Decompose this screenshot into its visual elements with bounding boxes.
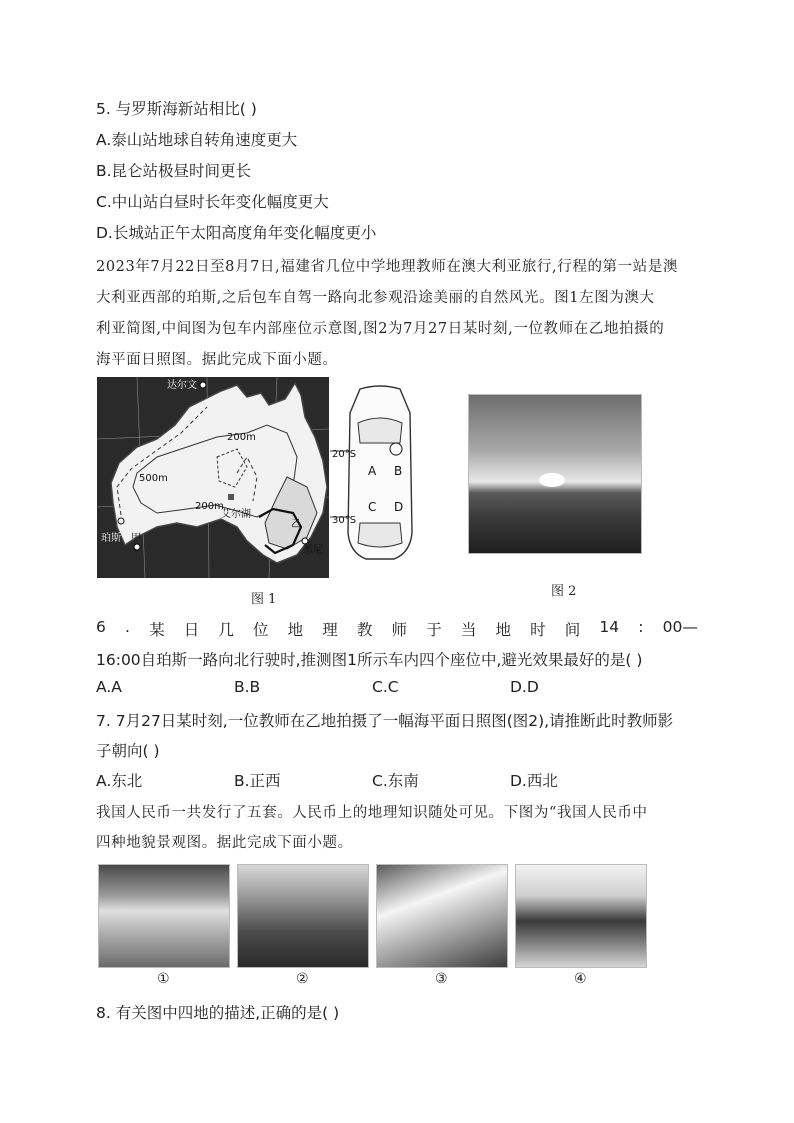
q6-char: 地: [287, 621, 304, 639]
q7-option-a: A.东北: [96, 772, 143, 790]
lat-20s-label: 20°S: [332, 449, 357, 460]
car-seat-diagram: [330, 383, 430, 563]
photo-label-2: ②: [296, 971, 309, 987]
gorge-photo: [237, 864, 369, 968]
sydney-label: 悉尼: [303, 545, 323, 556]
photo-label-1: ①: [157, 971, 170, 987]
lat-30s-label: 30°S: [332, 515, 357, 526]
darwin-label: 达尔文: [167, 380, 197, 391]
passage2-line2: 四种地貌景观图。据此完成下面小题。: [96, 835, 353, 851]
q5-stem: 5. 与罗斯海新站相比( ): [96, 100, 257, 118]
q5-option-d: D.长城站正午太阳高度角年变化幅度更小: [96, 224, 377, 242]
q6-char: 间: [564, 621, 581, 639]
q6-char: 日: [183, 621, 200, 639]
q6-char: 14: [599, 618, 620, 636]
q6-char: 师: [391, 621, 408, 639]
perth-point: [118, 518, 124, 524]
q7-option-b: B.正西: [234, 772, 281, 790]
sunrise-photo: [468, 394, 642, 554]
q6-char: 时: [530, 621, 546, 639]
q6-char: 当: [460, 621, 477, 639]
q6-char: 位: [252, 621, 269, 639]
q6-char: 于: [426, 621, 442, 639]
passage1-line4: 海平面日照图。据此完成下面小题。: [96, 352, 338, 368]
q6-char: :: [638, 618, 644, 636]
q6-char: 地: [495, 621, 511, 639]
q6-line1: [96, 618, 698, 640]
jia-point: [134, 544, 140, 550]
passage1-line3: 利亚简图,中间图为包车内部座位示意图,图2为7月27日某时刻,一位教师在乙地拍摄的: [96, 321, 665, 337]
photo-label-4: ④: [574, 971, 587, 987]
q5-option-c: C.中山站白昼时长年变化幅度更大: [96, 193, 329, 211]
q6-char: 6: [96, 618, 106, 636]
passage1-line2: 大利亚西部的珀斯,之后包车自驾一路向北参观沿途美丽的自然风光。图1左图为澳大: [96, 290, 655, 306]
q5-option-b: B.昆仑站极昼时间更长: [96, 162, 252, 180]
q6-char: 理: [322, 621, 338, 639]
fig2-caption: 图 2: [551, 584, 577, 599]
q7-option-d: D.西北: [510, 772, 558, 790]
waterfall-photo: [98, 864, 230, 968]
sun-shape: [539, 473, 565, 487]
contour-label-200-north: 200m: [227, 432, 256, 443]
seat-b: B: [394, 464, 403, 478]
australia-map: [97, 377, 329, 578]
yi-label: 乙: [291, 519, 301, 530]
q6-option-b: B.B: [234, 678, 261, 696]
lake-eyre-label: 艾尔湖: [221, 509, 251, 520]
contour-label-500: 500m: [139, 473, 168, 484]
q7-line2: 子朝向( ): [96, 742, 160, 760]
photo-label-3: ③: [435, 971, 448, 987]
mountain-photo: [376, 864, 508, 968]
seat-c: C: [368, 500, 377, 514]
sydney-point: [302, 538, 308, 544]
q8-stem: 8. 有关图中四地的描述,正确的是( ): [96, 1004, 340, 1022]
q6-char: 教: [356, 621, 373, 639]
perth-label: 珀斯: [101, 533, 121, 544]
darwin-point: [200, 382, 206, 388]
passage2-line1: 我国人民币一共发行了五套。人民币上的地理知识随处可见。下图为“我国人民币中: [96, 805, 648, 821]
seat-d: D: [394, 500, 404, 514]
q6-char: 某: [149, 621, 165, 639]
q7-option-c: C.东南: [372, 772, 419, 790]
q7-line1: 7. 7月27日某时刻,一位教师在乙地拍摄了一幅海平面日照图(图2),请推断此时教师影: [96, 712, 674, 730]
karst-photo: [515, 864, 647, 968]
lake-eyre-marker: [228, 494, 234, 500]
passage1-line1: 2023年7月22日至8月7日,福建省几位中学地理教师在澳大利亚旅行,行程的第一站是澳: [96, 259, 679, 275]
contour-label-200-south: 200m: [195, 501, 224, 512]
q6-option-d: D.D: [510, 678, 539, 696]
q6-char: 00—: [662, 618, 698, 636]
q6-option-a: A.A: [96, 678, 122, 696]
jia-label: 甲: [131, 533, 141, 544]
fig1-caption: 图 1: [251, 592, 277, 607]
q6-char: 几: [218, 621, 234, 639]
q6-line2: 16:00自珀斯一路向北行驶时,推测图1所示车内四个座位中,避光效果最好的是( ): [96, 651, 643, 669]
seat-a: A: [368, 464, 377, 478]
q5-option-a: A.泰山站地球自转角速度更大: [96, 131, 298, 149]
q6-char: .: [125, 618, 130, 636]
q6-option-c: C.C: [372, 678, 399, 696]
